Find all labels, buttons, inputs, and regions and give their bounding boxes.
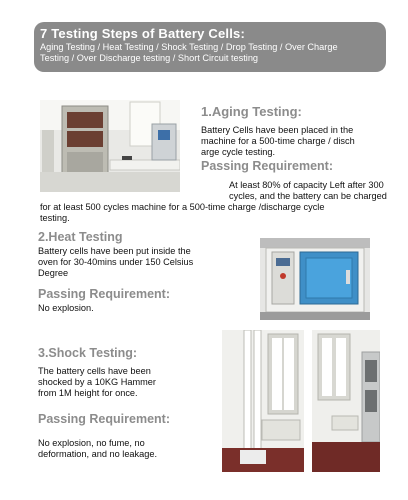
aging-desc-line1: Battery Cells have been placed in the bbox=[201, 125, 354, 135]
aging-req-line1: At least 80% of capacity Left after 300 bbox=[229, 180, 384, 190]
shock-testing-heading: 3.Shock Testing: bbox=[38, 346, 138, 360]
shock-room-illustration bbox=[312, 330, 380, 472]
aging-req-line2: cycles, and the battery can be charged bbox=[229, 191, 387, 201]
heat-test-photo bbox=[260, 238, 370, 320]
shock-test-photo-left bbox=[222, 330, 304, 472]
aging-requirement-heading: Passing Requirement: bbox=[201, 159, 333, 173]
aging-testing-heading: 1.Aging Testing: bbox=[201, 104, 302, 119]
shock-desc-line2: shocked by a 10KG Hammer bbox=[38, 377, 156, 387]
heat-desc-line2: oven for 30-40mins under 150 Celsius bbox=[38, 257, 194, 267]
banner-subtitle-line2: Testing / Over Discharge testing / Short Circuit testing bbox=[40, 53, 259, 63]
heat-desc-line1: Battery cells have been put inside the bbox=[38, 246, 191, 256]
shock-requirement-heading: Passing Requirement: bbox=[38, 412, 170, 426]
banner-subtitle-line1: Aging Testing / Heat Testing / Shock Testing / Drop Testing / Over Charge bbox=[40, 42, 338, 52]
aging-req-line4: testing. bbox=[40, 213, 70, 223]
aging-req-line3: for at least 500 cycles machine for a 500-time charge /discharge cycle bbox=[40, 202, 325, 212]
heat-desc-line3: Degree bbox=[38, 268, 69, 278]
heat-requirement-heading: Passing Requirement: bbox=[38, 287, 170, 301]
shock-desc-line3: from 1M height for once. bbox=[38, 388, 138, 398]
oven-illustration bbox=[260, 238, 370, 320]
heat-req-line1: No explosion. bbox=[38, 303, 94, 313]
banner-title: 7 Testing Steps of Battery Cells: bbox=[40, 26, 246, 41]
shock-req-line1: No explosion, no fume, no bbox=[38, 438, 145, 448]
aging-desc-line2: machine for a 500-time charge / disch bbox=[201, 136, 355, 146]
shock-req-line2: deformation, and no leakage. bbox=[38, 449, 158, 459]
aging-desc-line3: arge cycle testing. bbox=[201, 147, 276, 157]
hammer-rig-illustration bbox=[222, 330, 304, 472]
shock-desc-line1: The battery cells have been bbox=[38, 366, 151, 376]
aging-test-illustration bbox=[40, 100, 180, 192]
title-banner bbox=[34, 22, 386, 72]
heat-testing-heading: 2.Heat Testing bbox=[38, 230, 123, 244]
aging-test-photo bbox=[40, 100, 180, 192]
shock-test-photo-right bbox=[312, 330, 380, 472]
